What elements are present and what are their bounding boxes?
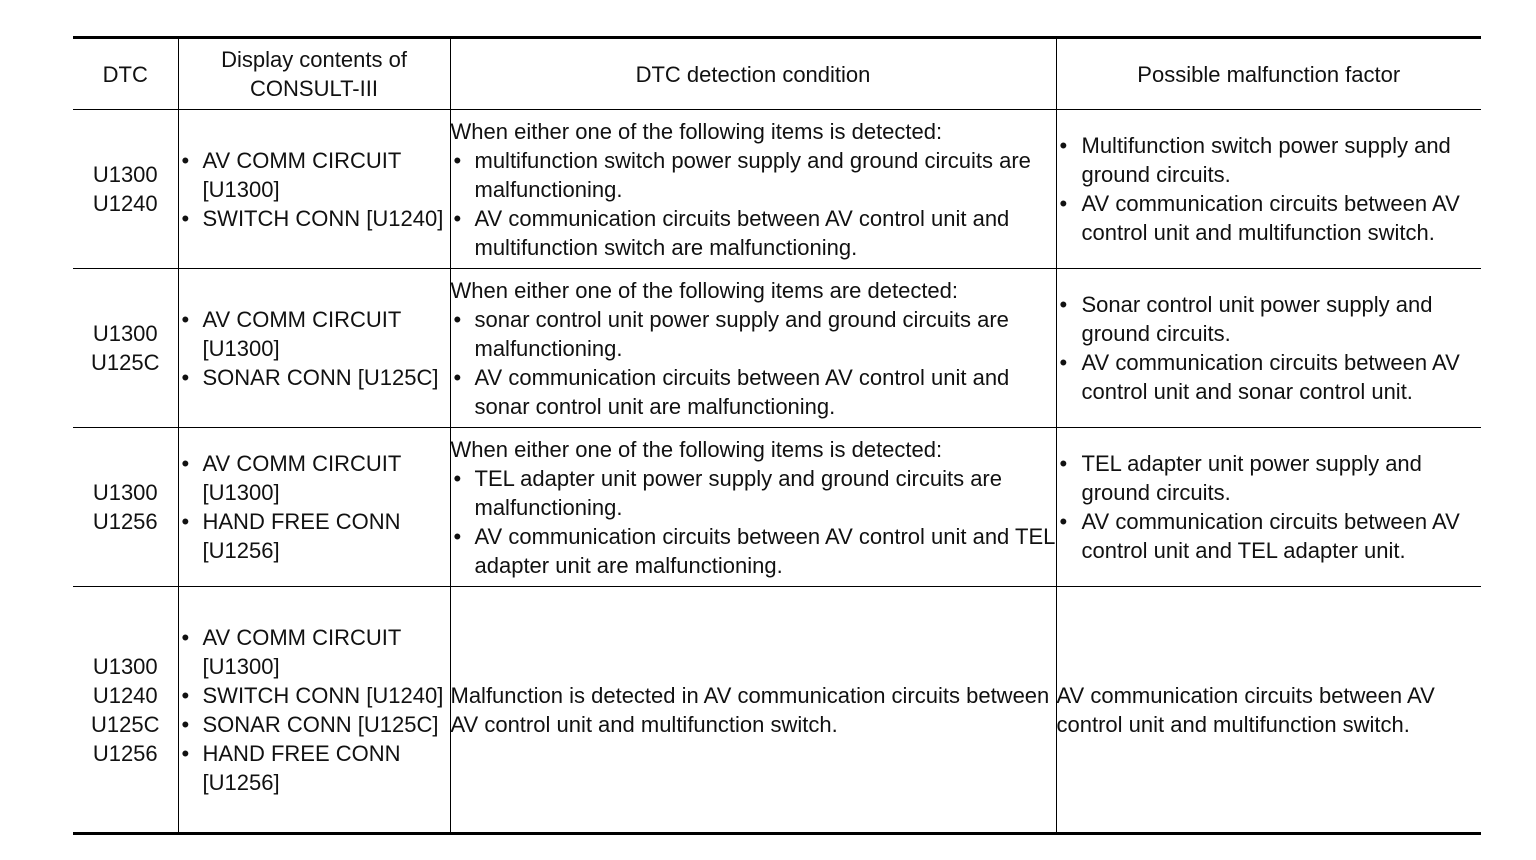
condition-cell [450,587,1056,834]
factor-cell [1056,428,1481,587]
consult-cell [178,587,450,834]
consult-item [179,623,450,681]
consult-item [179,449,450,507]
consult-item [179,710,450,739]
header-consult [178,38,450,110]
dtc-code: U1300 [92,653,158,679]
factor-item-text: Sonar control unit power supply and ground circuits. [1081,292,1433,346]
dtc-code: U1300 [92,480,158,505]
table-row [73,587,1481,834]
consult-item [179,507,450,565]
consult-item [179,739,450,797]
condition-intro: When either one of the following items is detected: [450,436,943,462]
consult-item-text: SONAR CONN [U125C] [202,711,439,737]
consult-list [179,305,450,392]
bullet-icon: • [181,711,190,737]
factor-item [1057,131,1482,189]
consult-item-text: AV COMM CIRCUIT [U1300] [202,147,401,202]
bullet-icon: • [181,205,190,231]
condition-item [451,363,1056,421]
bullet-icon: • [181,509,190,534]
condition-item-text: AV communication circuits between AV control unit and multifunction switch are malfunctioning. [474,205,1010,260]
factor-item [1057,449,1482,507]
consult-item-text: SWITCH CONN [U1240] [202,205,444,231]
dtc-table [73,36,1481,835]
consult-item-text: AV COMM CIRCUIT [U1300] [202,451,401,505]
bullet-icon: • [181,451,190,476]
consult-item-text: AV COMM CIRCUIT [U1300] [202,624,401,679]
dtc-code: U1240 [92,682,158,708]
dtc-cell [73,110,178,269]
header-factor: Possible malfunction factor [1056,38,1481,110]
dtc-code: U1300 [92,321,158,346]
condition-list [451,146,1056,262]
bullet-icon: • [181,740,190,766]
header-row [73,38,1481,110]
factor-list [1057,131,1482,247]
factor-cell [1056,269,1481,428]
consult-item [179,363,450,392]
bullet-icon: • [1059,509,1068,534]
factor-item-text: AV communication circuits between AV control unit and sonar control unit. [1081,350,1460,404]
condition-cell [450,428,1056,587]
factor-item-text: Multifunction switch power supply and ground circuits. [1081,133,1451,187]
factor-item [1057,507,1482,565]
bullet-icon: • [453,364,462,390]
bullet-icon: • [453,465,462,491]
dtc-code: U1256 [92,740,158,766]
consult-item [179,146,450,204]
factor-list [1057,290,1482,406]
condition-item-text: TEL adapter unit power supply and ground circuits are malfunctioning. [474,465,1002,520]
condition-cell [450,269,1056,428]
table-row [73,269,1481,428]
dtc-cell [73,428,178,587]
header-condition: DTC detection condition [450,38,1056,110]
condition-item [451,464,1056,522]
condition-item [451,204,1056,262]
bullet-icon: • [181,682,190,708]
factor-cell [1056,110,1481,269]
bullet-icon: • [181,624,190,650]
consult-list [179,146,450,233]
condition-item [451,522,1056,580]
bullet-icon: • [1059,191,1068,216]
bullet-icon: • [453,147,462,173]
factor-item [1057,189,1482,247]
condition-item [451,146,1056,204]
condition-item-text: multifunction switch power supply and ground circuits are malfunctioning. [474,147,1031,202]
consult-item [179,305,450,363]
factor-cell [1056,587,1481,834]
condition-cell [450,110,1056,269]
bullet-icon: • [1059,133,1068,158]
consult-item-text: HAND FREE CONN [U1256] [202,509,401,563]
condition-text: Malfunction is detected in AV communication circuits between AV control unit and multifunction switch. [450,682,1050,737]
bullet-icon: • [1059,292,1068,317]
header-dtc: DTC [73,38,178,110]
dtc-code: U1240 [92,191,158,216]
consult-list [179,449,450,565]
condition-intro: When either one of the following items are detected: [450,277,959,303]
bullet-icon: • [1059,451,1068,476]
dtc-code: U1300 [92,162,158,187]
factor-item-text: TEL adapter unit power supply and ground circuits. [1081,451,1422,505]
factor-item-text: AV communication circuits between AV control unit and multifunction switch. [1081,191,1460,245]
factor-item [1057,290,1482,348]
bullet-icon: • [181,306,190,332]
condition-list [451,305,1056,421]
condition-item-text: AV communication circuits between AV control unit and TEL adapter unit are malfunctioning. [474,523,1055,578]
dtc-cell [73,269,178,428]
bullet-icon: • [181,364,190,390]
bullet-icon: • [453,523,462,549]
consult-cell [178,269,450,428]
condition-item [451,305,1056,363]
consult-cell [178,428,450,587]
consult-item-text: AV COMM CIRCUIT [U1300] [202,306,401,361]
condition-intro: When either one of the following items is detected: [450,118,943,144]
bullet-icon: • [453,306,462,332]
factor-list [1057,449,1482,565]
bullet-icon: • [453,205,462,231]
dtc-code: U1256 [92,509,158,534]
condition-list [451,464,1056,580]
consult-item [179,681,450,710]
consult-item-text: SONAR CONN [U125C] [202,364,439,390]
consult-list [179,623,450,797]
table-row [73,428,1481,587]
factor-text: AV communication circuits between AV control unit and multifunction switch. [1056,682,1435,737]
dtc-cell [73,587,178,834]
consult-cell [178,110,450,269]
bullet-icon: • [181,147,190,173]
condition-item-text: AV communication circuits between AV control unit and sonar control unit are malfunctioning. [474,364,1010,419]
bullet-icon: • [1059,350,1068,375]
consult-item-text: HAND FREE CONN [U1256] [202,740,401,795]
header-consult-label: Display contents of CONSULT-III [221,47,407,101]
condition-item-text: sonar control unit power supply and ground circuits are malfunctioning. [474,306,1009,361]
consult-item [179,204,450,233]
dtc-code: U125C [91,350,160,375]
table-row [73,110,1481,269]
factor-item-text: AV communication circuits between AV control unit and TEL adapter unit. [1081,509,1460,563]
factor-item [1057,348,1482,406]
dtc-code: U125C [91,711,160,737]
consult-item-text: SWITCH CONN [U1240] [202,682,444,708]
